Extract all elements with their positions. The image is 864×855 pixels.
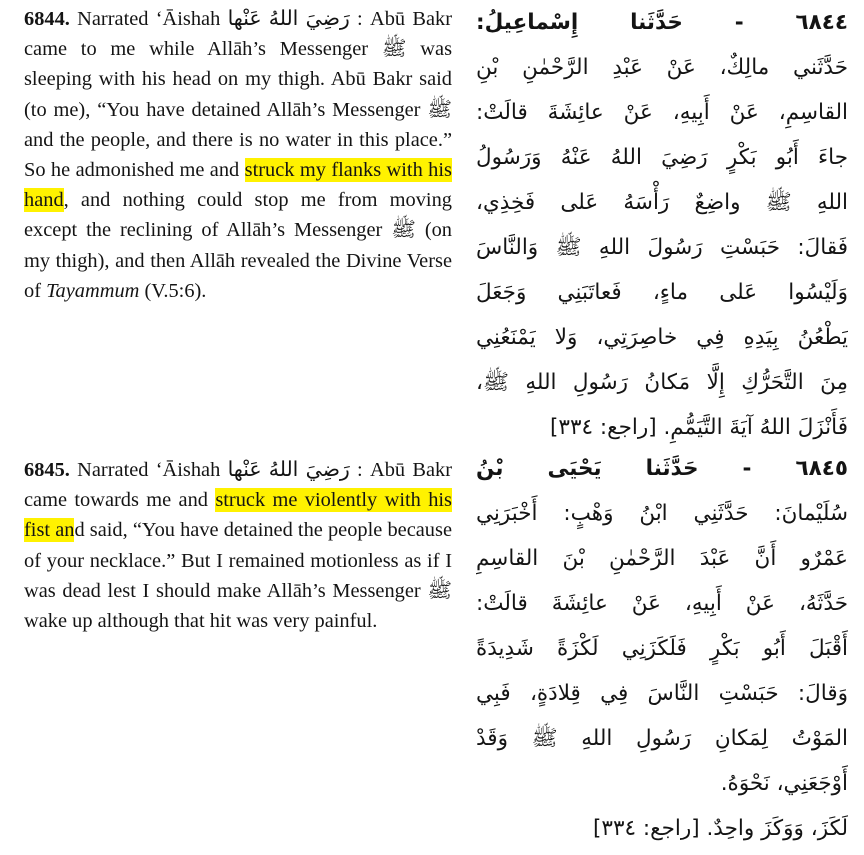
arabic-line: يَطْعُنُ بِيَدِهِ فِي خاصِرَتِي، وَلا يَمْنَعُنِي: [476, 325, 848, 350]
arabic-line: فَأَنْزَلَ اللهُ آيَةَ التَّيَمُّمِ. [راجع: ٣٣٤]: [550, 415, 848, 440]
arabic-line: ٦٨٤٤ - حَدَّثَنا إِسْماعِيلُ:: [476, 10, 848, 35]
highlighted-text: struck me violently with his fist an: [24, 489, 452, 542]
arabic-line: مِنَ التَّحَرُّكِ إِلَّا مَكانُ رَسُولِ اللهِ ﷺ،: [476, 370, 848, 395]
arabic-line: اللهِ ﷺ واضِعٌ رَأْسَهُ عَلى فَخِذِي،: [476, 190, 848, 215]
hadith-6845-arabic: [476, 446, 848, 851]
arabic-line: حَدَّثَهُ، عَنْ أَبِيهِ، عَنْ عائِشَةَ قالَتْ:: [476, 591, 848, 616]
surah-name: Tayammum: [46, 279, 140, 302]
arabic-line: حَدَّثَني مالِكٌ، عَنْ عَبْدِ الرَّحْمٰنِ بْنِ: [476, 55, 848, 80]
arabic-line: وَقالَ: حَبَسْتِ النَّاسَ فِي قِلادَةٍ، فَبِي: [476, 681, 848, 706]
arabic-line: سُلَيْمانَ: حَدَّثَنِي ابْنُ وَهْبٍ: أَخْبَرَنِي: [476, 501, 848, 526]
arabic-line: وَلَيْسُوا عَلى ماءٍ، فَعاتَبَنِي وَجَعَلَ: [476, 280, 848, 305]
highlighted-text: struck my flanks with his hand: [24, 159, 452, 212]
hadith-text: Narrated ‘Āishah رَضِيَ اللهُ عَنْها : Abū Bakr came towards me and: [24, 459, 452, 512]
arabic-line: جاءَ أَبُو بَكْرٍ رَضِيَ اللهُ عَنْهُ وَرَسُولُ: [476, 145, 848, 170]
hadith-6844-arabic: [476, 0, 848, 450]
hadith-6844-paragraph: [24, 4, 452, 306]
arabic-line: القاسِمِ، عَنْ أَبِيهِ، عَنْ عائِشَةَ قالَتْ:: [476, 100, 848, 125]
hadith-text: d said, “You have detained the people because of your necklace.” But I remained motionless as if I was dead lest I should make Allāh’s Messenger ﷺ wake up although that hit was very painful.: [24, 519, 452, 633]
hadith-number: 6844.: [24, 8, 70, 30]
hadith-text: , and nothing could stop me from moving except the reclining of Allāh’s Messenger ﷺ (on my thigh), and then Allāh revealed the Divine Verse of: [24, 189, 452, 302]
arabic-line: فَقالَ: حَبَسْتِ رَسُولَ اللهِ ﷺ وَالنَّاسَ: [476, 235, 848, 260]
arabic-line: أَوْجَعَنِي، نَحْوَهُ.: [720, 771, 848, 796]
hadith-6845-english: [24, 455, 452, 636]
hadith-6845-paragraph: [24, 455, 452, 636]
verse-reference: (V.5:6).: [139, 279, 207, 302]
hadith-text: Narrated ‘Āishah رَضِيَ اللهُ عَنْها : Abū Bakr came to me while Allāh’s Messenger ﷺ was sleeping with his head on my thigh. Abū Bakr said (to me), “You have detained Allāh’s Messenger ﷺ and the people, and there is no water in this place.” So he admonished me and: [24, 8, 453, 182]
arabic-line: المَوْتُ لِمَكانِ رَسُولِ اللهِ ﷺ وَقَدْ: [476, 726, 848, 751]
arabic-line: ٦٨٤٥ - حَدَّثَنا يَحْيَى بْنُ: [476, 456, 848, 481]
arabic-line: أَقْبَلَ أَبُو بَكْرٍ فَلَكَزَنِي لَكْزَةً شَدِيدَةً: [476, 636, 848, 661]
hadith-6844-english: [24, 4, 452, 306]
arabic-line: لَكَزَ، وَوَكَزَ واحِدٌ. [راجع: ٣٣٤]: [593, 816, 848, 841]
hadith-number: 6845.: [24, 459, 70, 481]
arabic-line: عَمْرٌو أَنَّ عَبْدَ الرَّحْمٰنِ بْنَ القاسِمِ: [476, 546, 848, 571]
